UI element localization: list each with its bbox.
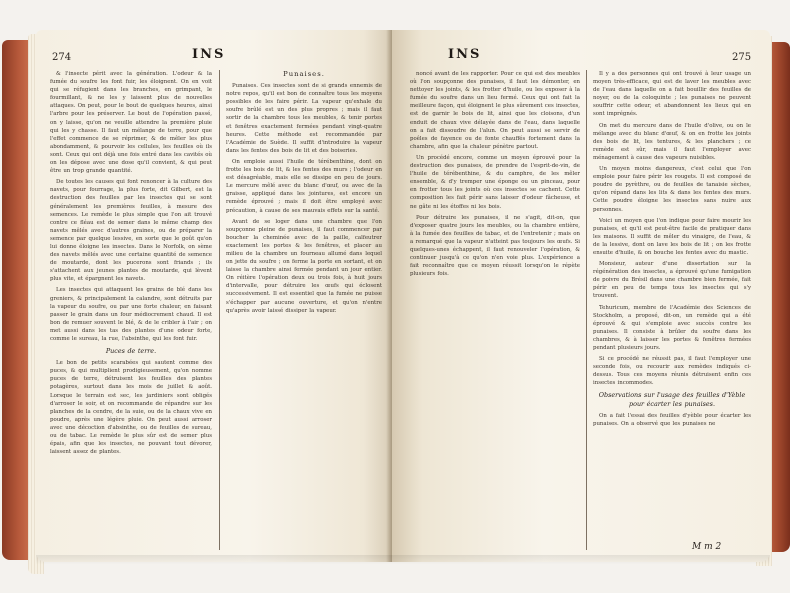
left-col-b-paragraph-2: On emploie aussi l'huile de térébenthine, dont on frotte les bois de lit, & les fentes des murs ; l'odeur en est désagréable, mais elle se dissipe en peu de jours. Le mercure mêlé avec du blanc d'œuf, ou avec de la graisse, appliqué dans les jointures, est encore un remède éprouvé ; mais il doit être employé avec précaution, à cause de ses mauvais effets sur la santé.: [226, 158, 382, 214]
right-col-a-paragraph-3: Pour détruire les punaises, il ne s'agit, dit-on, que d'exposer quatre jours les meubles, ou la chambre entière, à la fumée des feuilles de tabac, et de l'entretenir ; mais on a remarqué que la vapeur n'atteint pas toujours les œufs. Si quelques-unes échappent, il faut renouveler l'opération, & continuer jusqu'à ce qu'on n'en voie plus. L'expérience a fait reconnaître que ce moyen réussit lorsqu'on le répète plusieurs fois.: [410, 214, 580, 278]
left-running-head: INS: [192, 47, 226, 62]
left-col-a-subhead: Puces de terre.: [105, 347, 157, 356]
left-column-rule: [219, 70, 220, 550]
left-col-a-paragraph-3: Les insectes qui attaquent les grains de blé dans les greniers, & principalement la calandre, sont détruits par la vapeur du soufre, ou par une forte chaleur, en faisant passer le grain dans un four médiocrement chaud. Il est bon de remuer souvent le blé, & de le cribler à l'air ; on met aussi dans les tas des plantes d'une odeur forte, comme le sureau, la rue, l'absinthe, qui les font fuir.: [50, 287, 212, 342]
left-col-b-title: Punaises.: [283, 70, 325, 78]
right-col-b-subhead: Observations sur l'usage des feuilles d'Yèble pour écarter les punaises.: [598, 391, 746, 408]
right-col-b-paragraph-5: Monsieur, auteur d'une dissertation sur la régénération des insectes, a éprouvé qu'une fumigation de poivre du Brésil dans une chambre bien fermée, fait périr en peu de temps tous les insectes qui s'y trouvent.: [593, 261, 751, 300]
right-page-number: 275: [732, 52, 752, 63]
left-col-a-paragraph-4: Le bon de petits scarabées qui sautent comme des puces, & qui multiplient prodigieusement, qu'on nomme puces de terre, détruisent les feuilles des plantes potagères, surtout dans les mois de juillet & août. Lorsque le terrain est sec, les jardiniers sont obligés d'arroser le soir, et on recommande de répandre sur les planches de la cendre, de la suie, ou de la chaux vive en poudre, après une légère pluie. On peut aussi arroser avec une décoction d'absinthe, ou de feuilles de sureau, ou de tabac. Le remède le plus sûr est de semer plus épais, afin que les insectes, ne pouvant tout dévorer, laissent assez de plantes.: [50, 360, 212, 456]
right-page-signature: M m 2: [692, 542, 722, 552]
right-page: [392, 30, 770, 562]
page-bottom-shadow: [36, 555, 770, 565]
right-column-rule: [586, 70, 587, 550]
left-col-a-paragraph-1: & l'insecte périt avec la génération. L'odeur & la fumée du soufre les font fuir, les éloignent. On en voit qui se réfugient dans les branches, en grimpant, le fourmillant, & ne les y laissent plus de nouvelles attaques. On peut, pour le bout de quelques heures, ainsi l'arbre pour les préserver. Le bout de l'opération passé, on y laisse, qu'on ne veuille attendre la première pluie qui les y chasse. Il faut un mélange de terre, pour que l'effet commence de se réprimer, & de mêler les plus abondamment, & pourvoir les cellules, les feuilles où ils sont. Ceux qui ont déjà une fois entré dans les cavités où on les dépose avec une dose qu'il convient, & qui peut être un trop grande quantité.: [50, 71, 212, 175]
left-page: [36, 30, 392, 562]
right-col-b-paragraph-1: Il y a des personnes qui ont trouvé à leur usage un moyen très-efficace, qui est de laver les meubles avec de l'eau dans laquelle on a fait bouillir des feuilles de noyer, ou de la coloquinte ; les punaises ne peuvent souffrir cette odeur, et abandonnent les lieux qui en sont imprégnés.: [593, 71, 751, 118]
right-col-b-paragraph-7: Si ce procédé ne réussit pas, il faut l'employer une seconde fois, ou recourir aux remèdes indiqués ci-dessus. Tous ces moyens réunis détruisent enfin ces insectes incommodes.: [593, 356, 751, 387]
left-col-a-paragraph-2: De toutes les causes qui font renoncer à la culture des navets, pour fourrage, la plus forte, dit Gilbert, est la destruction des feuilles par les insectes qui se sont généralement les premières feuilles, à mesure des semences. Le remède le plus simple que l'on ait trouvé contre ce fléau est de semer dans le même champ des navets mêlés avec d'autres graines, ou de préparer la semence par quelque lessive, en sorte que le goût qu'on lui donne éloigne les insectes. Dans le Norfolk, on sème des navets mêlés avec une certaine quantité de semence de moutarde, dont les pucerons sont friands ; ils s'attachent aux jeunes plantes de moutarde, qui lèvent plus vite, et épargnent les navets.: [50, 179, 212, 283]
left-column-a: [50, 70, 212, 554]
right-col-b-paragraph-6: Tehuricum, membre de l'Académie des Sciences de Stockholm, a proposé, dit-on, un remède qui a été éprouvé & qui s'emploie avec succès contre les punaises. Il consiste à brûler du soufre dans les chambres, & à laisser les portes & fenêtres fermées pendant plusieurs jours.: [593, 304, 751, 351]
right-running-head: INS: [448, 47, 482, 62]
left-col-b-paragraph-3: Avant de se loger dans une chambre que l'on soupçonne pleine de punaises, il faut commencer par boucher la cheminée avec de la paille, calfeutrer exactement les portes & les fenêtres, et placer au milieu de la chambre un fourneau allumé dans lequel on jette du soufre ; on ferme la porte en sortant, et on laisse la chambre ainsi fermée pendant un jour entier. On réitère l'opération deux ou trois fois, à huit jours d'intervalle, pour détruire les œufs qui éclosent successivement. Il est essentiel que la fumée ne puisse s'échapper par aucune ouverture, et qu'on n'entre qu'après avoir laissé dissiper la vapeur.: [226, 218, 382, 314]
right-col-b-paragraph-8: On a fait l'essai des feuilles d'yèble pour écarter les punaises. On a observé que les punaises ne: [593, 412, 751, 427]
right-col-a-paragraph-2: Un procédé encore, comme un moyen éprouvé pour la destruction des punaises, de prendre de l'esprit-de-vin, de l'huile de térébenthine, & du camphre, de les mêler ensemble, & d'y tremper une éponge ou un pinceau, pour en frotter tous les joints où ces insectes se cachent. Cette composition les fait périr sans laisser d'odeur fâcheuse, et ne gâte ni les étoffes ni les bois.: [410, 154, 580, 210]
right-col-b-paragraph-4: Voici un moyen que l'on indique pour faire mourir les punaises, et qu'il est peut-être facile de pratiquer dans les maisons. Il suffit de mêler du vinaigre, de l'eau, & de la lessive, dont on lave les bois de lit ; on les frotte ensuite d'huile, & on bouche les fentes avec du mastic.: [593, 217, 751, 256]
right-col-b-paragraph-2: On met du mercure dans de l'huile d'olive, ou on le mélange avec du blanc d'œuf, & on en frotte les joints des bois de lit, les tentures, & les planchers ; ce remède est sûr, mais il faut l'employer avec ménagement à cause des vapeurs nuisibles.: [593, 122, 751, 161]
right-col-b-paragraph-3: Un moyen moins dangereux, c'est celui que l'on emploie pour faire périr les rougets. Il est composé de poudre de pyrèthre, ou de feuilles de tanaisie sèches, qu'on répand dans les lits & dans les fentes des murs. Cette poudre éloigne les insectes sans nuire aux personnes.: [593, 166, 751, 213]
left-column-b: [226, 70, 382, 554]
right-col-a-paragraph-1: noncé avant de les rapporter. Pour ce qui est des meubles où l'on soupçonne des punaises, il faut les démonter, en nettoyer les joints, & les frotter d'huile, ou les exposer à la fumée du soufre dans un lieu fermé. Ceux qui ont fait la meilleure façon, qui éloignent le plus sûrement ces insectes, est de garnir le bois de lit, ainsi que les cloisons, d'un enduit de chaux vive délayée dans de l'eau, dans laquelle on a fait dissoudre de l'alun. On peut aussi se servir de poêles de fayence ou de fonte chauffés fortement dans la chambre, afin que la chaleur pénètre partout.: [410, 71, 580, 150]
left-col-b-paragraph-1: Punaises. Ces insectes sont de si grands ennemis de notre repos, qu'il est bon de connaître tous les moyens possibles de les faire périr. La vapeur qu'exhale du soufre brûlé est un des plus propres ; mais il faut sortir de la chambre tous les meubles, & tenir portes et fenêtres exactement fermées pendant vingt-quatre heures. Cette méthode est recommandée par l'Académie de Suède. Il suffit d'introduire la vapeur dans les fentes des bois de lit et des boiseries.: [226, 83, 382, 154]
right-column-b: [593, 70, 751, 540]
left-page-number: 274: [52, 52, 72, 63]
right-column-a: [410, 70, 580, 554]
